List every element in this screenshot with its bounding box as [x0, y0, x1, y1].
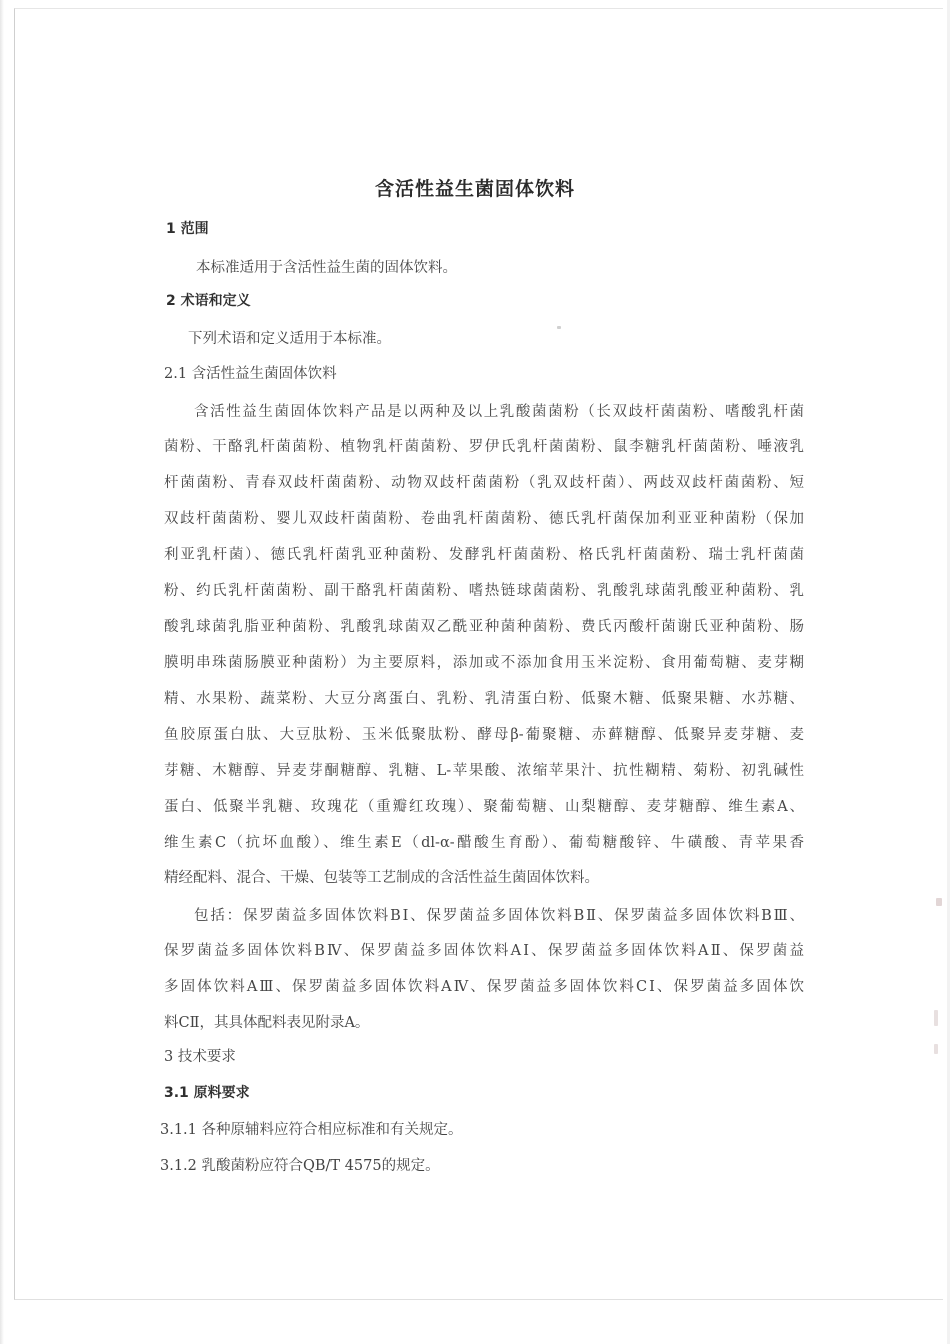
definition-para-line: 杆菌菌粉、青春双歧杆菌菌粉、动物双歧杆菌菌粉（乳双歧杆菌）、两歧双歧杆菌菌粉、短	[164, 475, 804, 491]
section-1-text: 本标准适用于含活性益生菌的固体饮料。	[196, 260, 457, 276]
definition-para-line: 芽糖、木糖醇、异麦芽酮糖醇、乳糖、L-苹果酸、浓缩苹果汁、抗性糊精、菊粉、初乳碱性	[164, 763, 804, 779]
scan-speck	[934, 1044, 938, 1054]
includes-para-line: 包括：保罗菌益多固体饮料BⅠ、保罗菌益多固体饮料BⅡ、保罗菌益多固体饮料BⅢ、	[194, 908, 804, 924]
definition-para-line: 菌粉、干酪乳杆菌菌粉、植物乳杆菌菌粉、罗伊氏乳杆菌菌粉、鼠李糖乳杆菌菌粉、唾液乳	[164, 439, 804, 455]
document-title: 含活性益生菌固体饮料	[374, 178, 575, 200]
definition-para-line: 蛋白、低聚半乳糖、玫瑰花（重瓣红玫瑰）、聚葡萄糖、山梨糖醇、麦芽糖醇、维生素A、	[164, 799, 804, 815]
subsection-3-1-heading: 3.1 原料要求	[164, 1085, 250, 1101]
subsection-2-1-heading: 2.1 含活性益生菌固体饮料	[164, 366, 337, 382]
definition-para-line: 鱼胶原蛋白肽、大豆肽粉、玉米低聚肽粉、酵母β-葡聚糖、赤藓糖醇、低聚异麦芽糖、麦	[164, 727, 804, 743]
includes-para-line: 多固体饮料AⅢ、保罗菌益多固体饮料AⅣ、保罗菌益多固体饮料CⅠ、保罗菌益多固体饮	[164, 979, 804, 995]
definition-para-line: 粉、约氏乳杆菌菌粉、副干酪乳杆菌菌粉、嗜热链球菌菌粉、乳酸乳球菌乳酸亚种菌粉、乳	[164, 583, 804, 599]
includes-para-line: 保罗菌益多固体饮料BⅣ、保罗菌益多固体饮料AⅠ、保罗菌益多固体饮料AⅡ、保罗菌益	[164, 943, 804, 959]
definition-para-line: 膜明串珠菌肠膜亚种菌粉）为主要原料，添加或不添加食用玉米淀粉、食用葡萄糖、麦芽糊	[164, 655, 804, 671]
requirement-item: 3.1.2 乳酸菌粉应符合QB/T 4575的规定。	[160, 1158, 440, 1174]
scan-speck	[557, 326, 561, 329]
definition-para-line: 精经配料、混合、干燥、包装等工艺制成的含活性益生菌固体饮料。	[164, 870, 599, 886]
definition-para-line: 精、水果粉、蔬菜粉、大豆分离蛋白、乳粉、乳清蛋白粉、低聚木糖、低聚果糖、水苏糖、	[164, 691, 804, 707]
definition-para-line: 双歧杆菌菌粉、婴儿双歧杆菌菌粉、卷曲乳杆菌菌粉、德氏乳杆菌保加利亚亚种菌粉（保加	[164, 511, 804, 527]
scan-edge-left	[0, 0, 4, 1344]
definition-para-line: 维生素C（抗坏血酸）、维生素E（dl-α-醋酸生育酚）、葡萄糖酸锌、牛磺酸、青苹果香	[164, 835, 804, 851]
section-2-intro: 下列术语和定义适用于本标准。	[188, 331, 391, 347]
definition-para-line: 含活性益生菌固体饮料产品是以两种及以上乳酸菌菌粉（长双歧杆菌菌粉、嗜酸乳杆菌	[194, 404, 804, 420]
section-1-heading: 1 范围	[166, 221, 209, 237]
definition-para-line: 利亚乳杆菌）、德氏乳杆菌乳亚种菌粉、发酵乳杆菌菌粉、格氏乳杆菌菌粉、瑞士乳杆菌菌	[164, 547, 804, 563]
section-2-heading: 2 术语和定义	[166, 293, 251, 309]
section-3-heading: 3 技术要求	[164, 1049, 236, 1065]
scan-speck	[936, 898, 942, 906]
includes-para-line: 料CⅡ，其具体配料表见附录A。	[164, 1015, 370, 1031]
scan-speck	[934, 1010, 938, 1026]
definition-para-line: 酸乳球菌乳脂亚种菌粉、乳酸乳球菌双乙酰亚种菌种菌粉、费氏丙酸杆菌谢氏亚种菌粉、肠	[164, 619, 804, 635]
requirement-item: 3.1.1 各种原辅料应符合相应标准和有关规定。	[160, 1122, 463, 1138]
